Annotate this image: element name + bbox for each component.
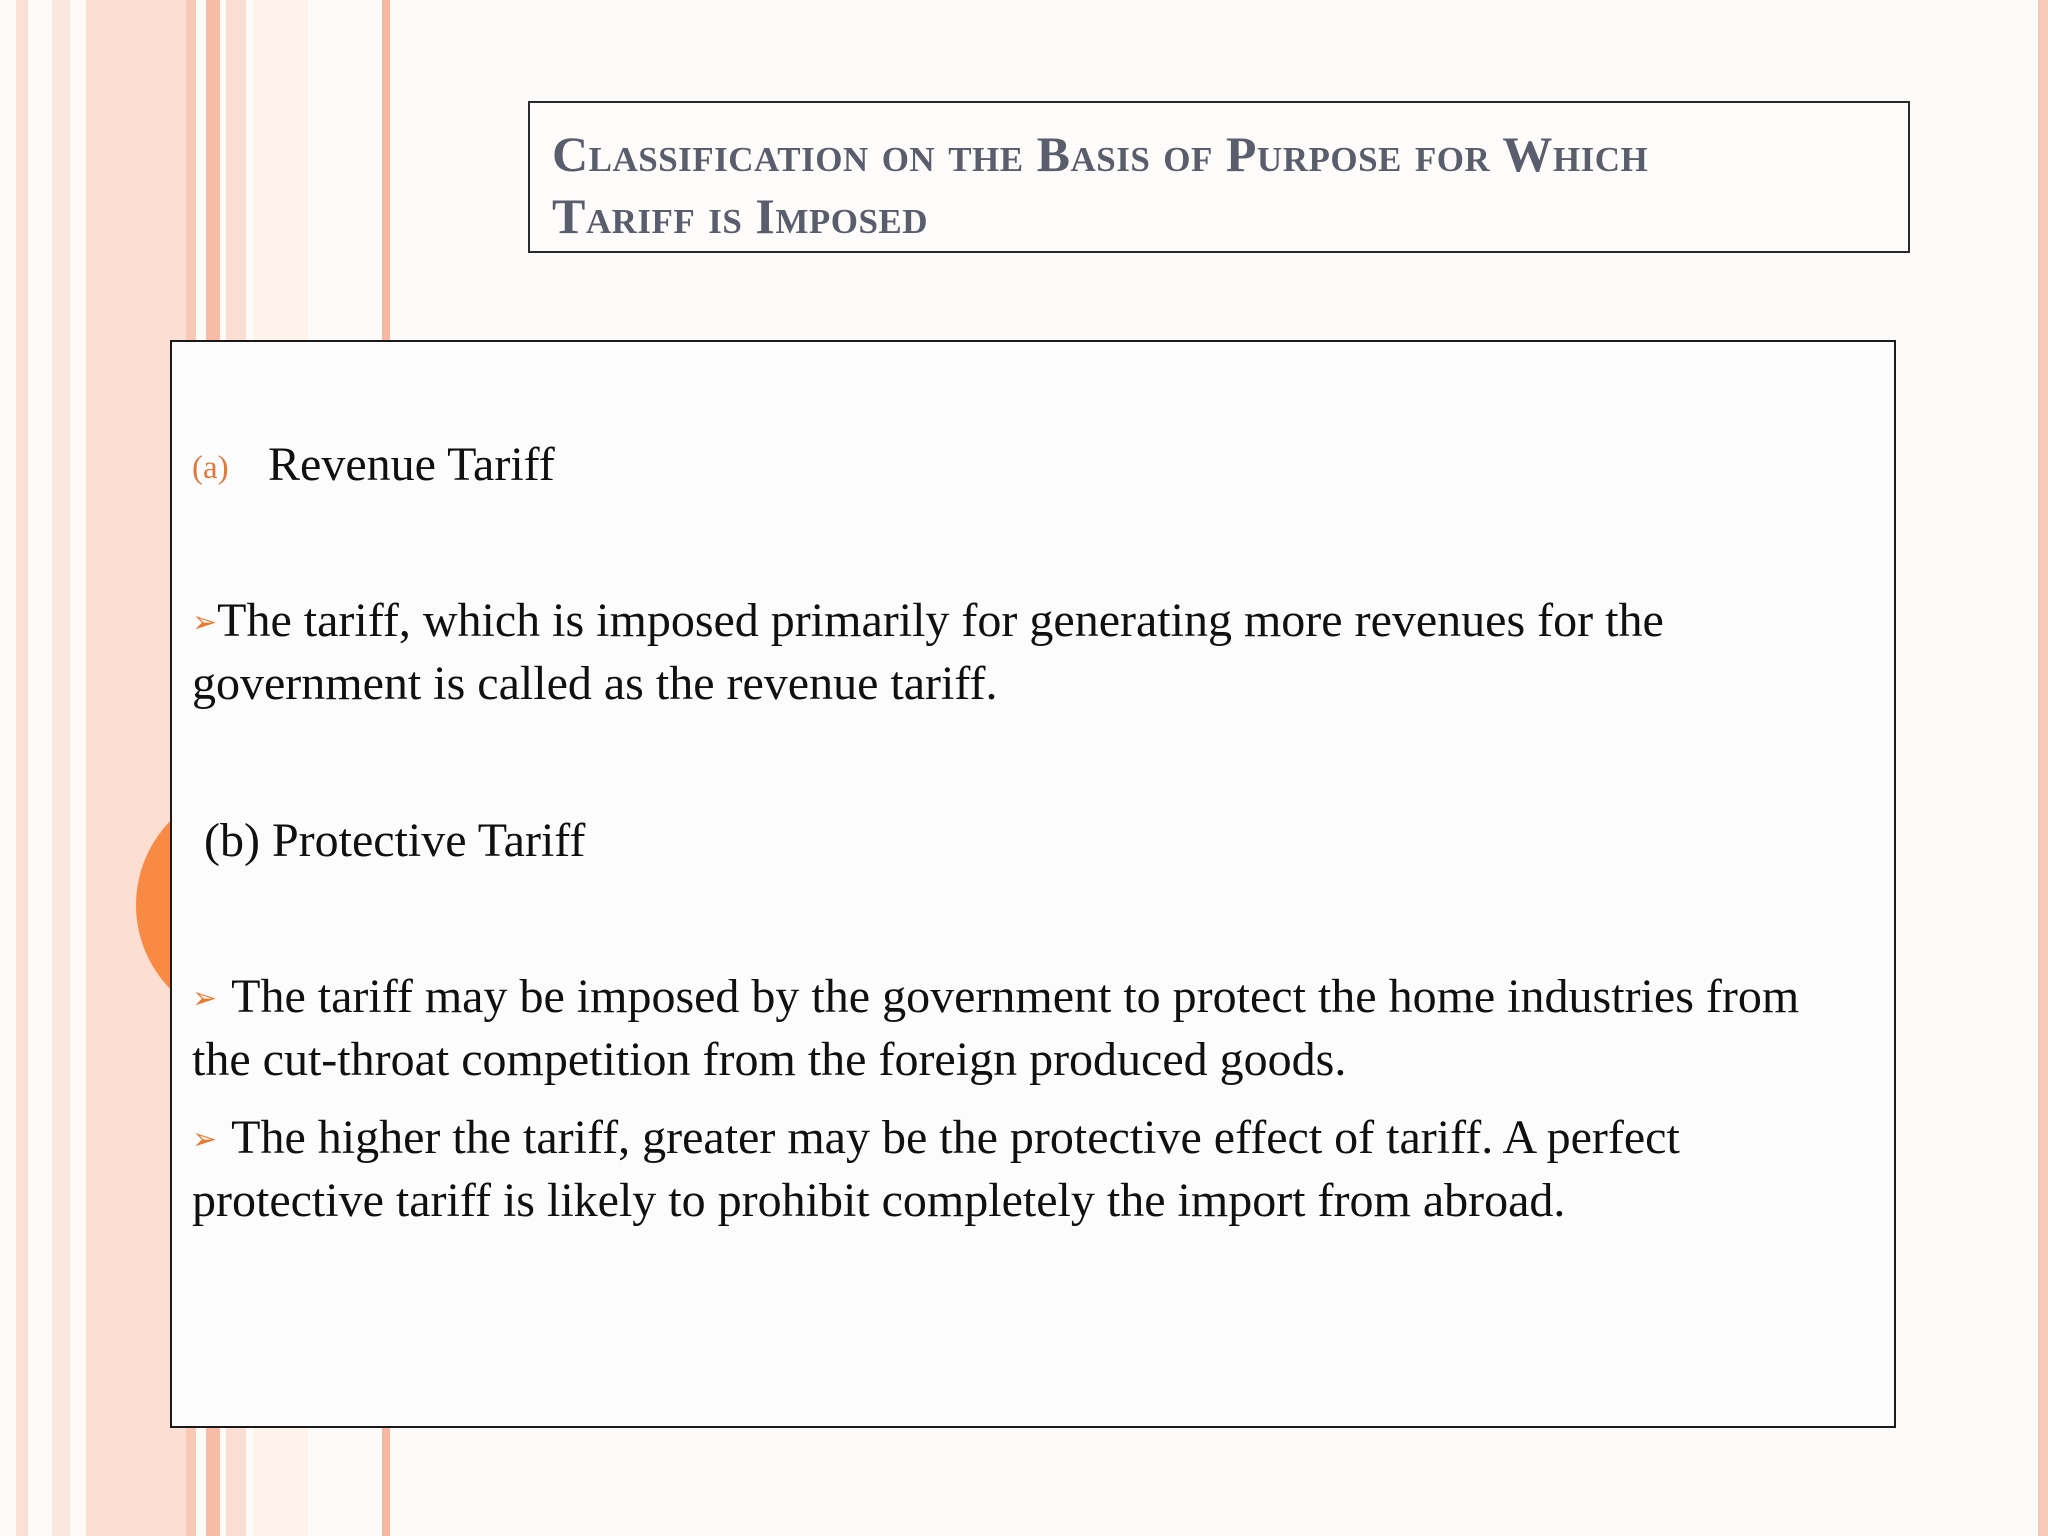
protective-tariff-label: (b) Protective Tariff [204,814,586,867]
revenue-tariff-heading [192,434,1854,499]
decorative-stripe-right [2038,0,2048,1536]
bullet-text: The tariff, which is imposed primarily for generating more revenues for the government is called as the revenue tariff. [192,594,1664,710]
revenue-tariff-label: Revenue Tariff [268,438,555,491]
slide-title-line2: Tariff is Imposed [552,188,929,244]
arrow-bullet-icon: ➢ [192,1123,218,1156]
decorative-stripe [16,0,28,1536]
bullet-protective-tariff-1 [192,966,1854,1090]
bullet-protective-tariff-2 [192,1107,1854,1231]
bullet-text: The higher the tariff, greater may be the protective effect of tariff. A perfect protective tariff is likely to prohibit completely the import from abroad. [192,1111,1680,1227]
bullet-text: The tariff may be imposed by the government to protect the home industries from the cut-throat competition from the foreign produced goods. [192,970,1800,1086]
slide-title-line1: Classification on the Basis of Purpose for Which [552,126,1649,182]
arrow-bullet-icon: ➢ [192,606,218,639]
list-marker-a: (a) [192,450,229,486]
arrow-bullet-icon: ➢ [192,982,218,1015]
title-box [528,101,1910,253]
slide-title [552,123,1888,247]
content-box [170,340,1896,1428]
decorative-stripe [52,0,70,1536]
protective-tariff-heading [192,810,1854,871]
bullet-revenue-tariff [192,590,1854,714]
